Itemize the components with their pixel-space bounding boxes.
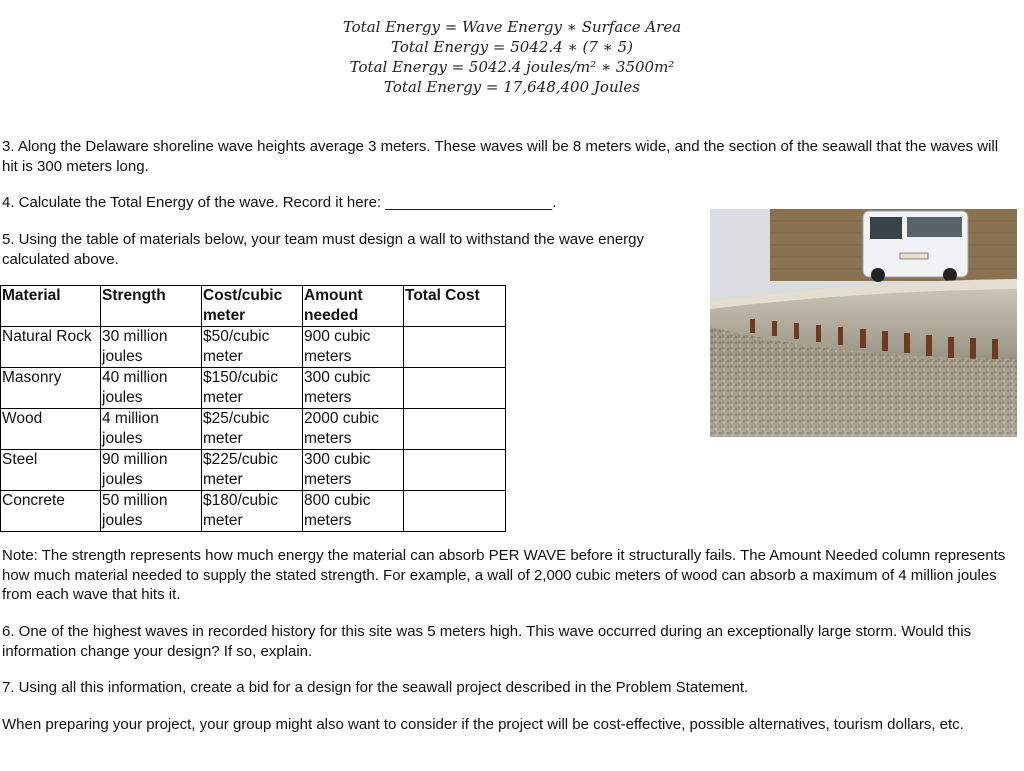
- table-row: [1, 409, 506, 450]
- cell-amount: 300 cubic meters: [303, 450, 404, 491]
- cell-cost: $50/cubic meter: [202, 327, 303, 368]
- cell-cost: $25/cubic meter: [202, 409, 303, 450]
- cell-strength: 90 million joules: [101, 450, 202, 491]
- question-7: 7. Using all this information, create a bid for a design for the seawall project described in the Problem Statement.: [2, 679, 749, 696]
- cell-total-cost[interactable]: [404, 368, 506, 409]
- cell-amount: 300 cubic meters: [303, 368, 404, 409]
- equation-line-1: Total Energy = Wave Energy ∗ Surface Area: [342, 18, 682, 36]
- cell-cost: $225/cubic meter: [202, 450, 303, 491]
- header-amount: Amount needed: [303, 286, 404, 327]
- equation-line-2: Total Energy = 5042.4 ∗ (7 ∗ 5): [391, 38, 633, 56]
- header-total-cost: Total Cost: [404, 286, 506, 327]
- question-3: 3. Along the Delaware shoreline wave heights average 3 meters. These waves will be 8 meters wide, and the section of the seawall that the waves will hit is 300 meters long.: [2, 138, 999, 175]
- seawall-photo: [710, 209, 1017, 437]
- cell-material: Wood: [1, 409, 101, 450]
- header-cost: Cost/cubic meter: [202, 286, 303, 327]
- cell-strength: 40 million joules: [101, 368, 202, 409]
- closing-paragraph: When preparing your project, your group might also want to consider if the project will be cost-effective, possible alternatives, tourism dollars, etc.: [2, 716, 964, 733]
- header-strength: Strength: [101, 286, 202, 327]
- question-6: 6. One of the highest waves in recorded history for this site was 5 meters high. This wave occurred during an exceptionally large storm. Would this information change your design? If so, explain.: [2, 623, 972, 660]
- cell-total-cost[interactable]: [404, 327, 506, 368]
- question-4: 4. Calculate the Total Energy of the wave. Record it here: ____________________.: [2, 194, 557, 211]
- cell-strength: 30 million joules: [101, 327, 202, 368]
- cell-material: Steel: [1, 450, 101, 491]
- cell-material: Concrete: [1, 491, 101, 532]
- cell-total-cost[interactable]: [404, 450, 506, 491]
- cell-cost: $150/cubic meter: [202, 368, 303, 409]
- equation-line-4: Total Energy = 17,648,400 Joules: [384, 78, 640, 96]
- cell-amount: 2000 cubic meters: [303, 409, 404, 450]
- table-row: [1, 327, 506, 368]
- cell-strength: 4 million joules: [101, 409, 202, 450]
- note-paragraph: Note: The strength represents how much energy the material can absorb PER WAVE before it structurally fails. The Amount Needed column represents how much material needed to supply the stated strength. For example, a wall of 2,000 cubic meters of wood can absorb a maximum of 4 million joules from each wave that hits it.: [2, 547, 1006, 603]
- table-row: [1, 450, 506, 491]
- cell-total-cost[interactable]: [404, 491, 506, 532]
- table-row: [1, 368, 506, 409]
- cell-material: Masonry: [1, 368, 101, 409]
- materials-table: [0, 285, 506, 532]
- header-material: Material: [1, 286, 101, 327]
- cell-strength: 50 million joules: [101, 491, 202, 532]
- table-row: [1, 491, 506, 532]
- question-5: 5. Using the table of materials below, your team must design a wall to withstand the wave energy calculated above.: [2, 231, 645, 268]
- table-header-row: [1, 286, 506, 327]
- cell-amount: 900 cubic meters: [303, 327, 404, 368]
- equation-line-3: Total Energy = 5042.4 joules/m² ∗ 3500m²: [349, 58, 675, 76]
- cell-cost: $180/cubic meter: [202, 491, 303, 532]
- cell-material: Natural Rock: [1, 327, 101, 368]
- cell-amount: 800 cubic meters: [303, 491, 404, 532]
- cell-total-cost[interactable]: [404, 409, 506, 450]
